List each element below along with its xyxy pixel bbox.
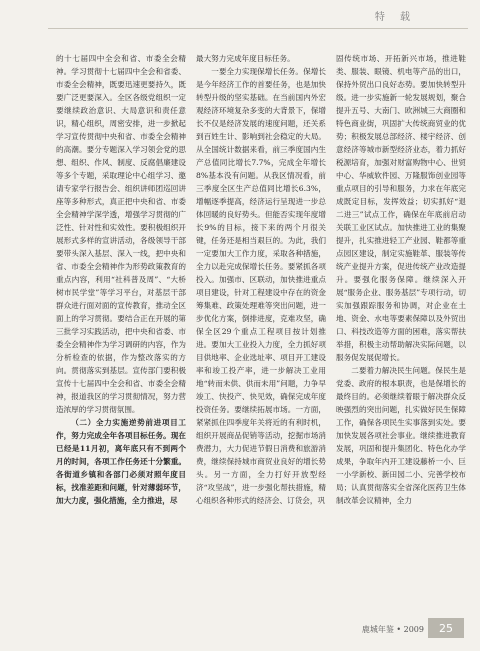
section-heading-paragraph: （二）全力实施逆势前进项目工作，努力完成全年各项目标任务。现在已经是11月初，离年底只有不到两个月的时间，各项工作任务还十分繁重。各街道乡镇和各部门必须对照年度目标，找准差距和问题，针对薄弱环节，加大力度，强化措施，全力推进，尽 — [56, 418, 186, 505]
paragraph: 固传统市场、开拓新兴市场，推进鞋类、服装、眼镜、机电等产品的出口，保持外贸出口良好态势。要加快转型升级。进一步实施新一轮发展规划，聚合提升五号、大南门、欧洲城三大商圈和特色商业街，巩固扩大传统商贸业的优势；积极发展总部经济、楼宇经济、创意经济等城市新型经济业态，着力抓好税源培育，加强对财富购物中心、世贸中心、华威软件园、万隆服饰创业园等重点项目的引导和服务，力求在年底完成既定目标，发挥效益；切实抓好“退二进三”试点工作，确保在年底前启动关联工业区试点。加快推进工业的集聚提升，扎实推进轻工产业园、鞋都等重点园区建设，制定实施鞋革、服装等传统产业提升方案，促进传统产业改造提升。要强化服务保障。继续深入开展“服务企业、服务基层”专项行动，切实加强跟踪服务和协调，对企业在土地、资金、水电等要素保障以及外贸出口、科技改造等方面的困难，落实帮扶举措，积极主动帮助解决实际问题，以服务促发展促增长。 — [336, 54, 466, 362]
column-2 — [196, 52, 326, 612]
page-number: 25 — [428, 618, 464, 638]
paragraph: 的十七届四中全会和省、市委全会精神。学习贯彻十七届四中全会和省委、市委全会精神，既要迅速更要持久，既要广泛更要深入。全区各级党组织一定要继续政治意识、大局意识和责任意识，精心组织，周密安排，进一步掀起学习宣传贯彻中央和省、市委全会精神的高潮。要分专题深入学习领会党的思想、组织、作风、制度、反腐倡廉建设等多个专题，采取理论中心组学习、邀请专家学行报告会、组织讲师团巡回讲座等多种形式，真正把中央和省、市委全会精神学深学透，增强学习贯彻的广泛性、针对性和实效性。要积极组织开展形式多样的宣讲活动，各级领导干部要带头深入基层、深入一线，把中央和省、市委全会精神作为形势政策教育的重点内容，利用“社科普及周”、“大桥树市民学堂”等学习平台，对基层干部群众进行面对面的宣传教育，推动全区面上的学习贯彻。要结合正在开展的第三批学习实践活动，把中央和省委、市委全会精神作为学习调研的内容，作为分析检查的依据，作为整改落实的方向。贯彻落实到基层。宣传部门要积极宣传十七届四中全会和省、市委全会精神，报道我区的学习贯彻情况，努力营造浓厚的学习贯彻氛围。 — [56, 54, 186, 414]
paragraph: 一要全力实现保增长任务。保增长是今年经济工作的首要任务，也是加快转型升级的坚实基础。在当前国内外宏观经济环境复杂多变的大背景下，保增长不仅是经济发展的速度问题，还关系到百姓生计、影响到社会稳定的大局。从全国统计数据来看，前三季度国内生产总值同比增长7.7%，完成全年增长8%基本没有问题。从我区情况看，前三季度全区生产总值同比增长6.3%，增幅逐季提高，经济运行呈现进一步总体回暖的良好势头。但能否实现年度增长9%的目标，接下来的两个月很关键，任务还是相当艰巨的。为此，我们一定要加大工作力度，采取各种措施，全力以赴完成保增长任务。要紧抓各项投入。加强市、区联动，加快推进重点项目建设，针对工程建设中存在的资金筹集难、政策处理难等突出问题，进一步优化方案，倒排进度，克难攻坚，确保全区29个重点工程项目按计划推进。要加大工业投入力度，全力抓好项目供地率、企业选址率、项目开工建设率和竣工投产率，进一步解决工业用地“转而未供、供而未用”问题，力争早竣工、快投产、快见效，确保完成年度投资任务。要继续拓展市场。一方面，紧紧抓住四季度年关将近的有利时机，组织开展商品促销等活动，挖掘市场消费潜力，大力促进节假日消费和旅游消费，继续保持城市商贸业良好的增长势头。另一方面，全力打好开放型经济“攻坚战”，进一步强化帮扶措施，精心组织各种形式的经济会、订货会，巩 — [196, 67, 326, 505]
column-3 — [336, 52, 466, 612]
section-label: 特 载 — [374, 12, 416, 23]
paragraph: 二要着力解决民生问题。保民生是党委、政府的根本职责，也是保增长的最终目的。必须继续着眼于解决群众反映强烈的突出问题，扎实做好民生保障工作，确保各项民生实事落到实处。要加快发展各项社会事业。继续推进教育发展，巩固和提升集团化、特色化办学成果，争取年内开工建设藤桥一小、巨一小学新校、新田园二小、完善学校布局；认真贯彻落实全省深化医药卫生体制改革会议精神，全力 — [336, 366, 466, 505]
paragraph: 最大努力完成年度目标任务。 — [196, 54, 295, 63]
text-columns — [56, 52, 466, 612]
column-1 — [56, 52, 186, 612]
journal-title: 鹿城年鉴 • 2009 — [361, 625, 424, 634]
header-rule — [48, 28, 468, 29]
page-header — [0, 0, 480, 30]
page-footer — [0, 610, 480, 651]
